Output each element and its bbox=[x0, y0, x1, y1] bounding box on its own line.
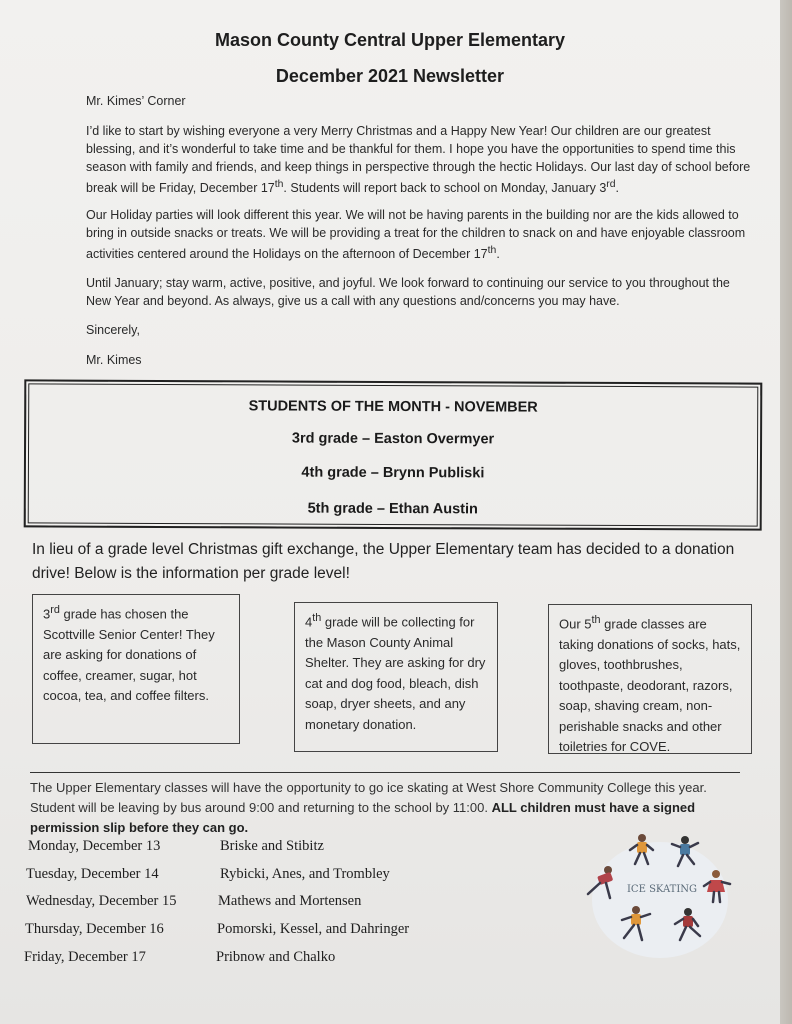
schedule-day-monday: Monday, December 13 bbox=[28, 838, 161, 854]
paper-edge bbox=[780, 0, 792, 1024]
grade3-student: 3rd grade – Easton Overmyer bbox=[291, 430, 495, 448]
students-of-month-title: STUDENTS OF THE MONTH - NOVEMBER bbox=[248, 398, 538, 416]
grade4-student: 4th grade – Brynn Publiski bbox=[301, 464, 485, 482]
ice-skating-illustration bbox=[580, 828, 740, 968]
grade5-donation-box: Our 5th grade classes are taking donations of socks, hats, gloves, toothbrushes, toothpaste, deodorant, razors, soap, shaving cream, non-perishable snacks and other toiletries for COVE. bbox=[548, 604, 752, 754]
donation-intro: In lieu of a grade level Christmas gift exchange, the Upper Elementary team has decided to a donation drive! Below is the information per grade level! bbox=[32, 541, 735, 582]
schedule-day-tuesday: Tuesday, December 14 bbox=[26, 866, 159, 882]
students-of-month-box bbox=[24, 379, 763, 530]
schedule-day-friday: Friday, December 17 bbox=[24, 949, 146, 965]
grade3-donation-box: 3rd grade has chosen the Scottville Senior Center! They are asking for donations of coffee, creamer, sugar, hot cocoa, tea, and coffee filters. bbox=[32, 594, 240, 744]
schedule-names-monday: Briske and Stibitz bbox=[220, 838, 324, 854]
ice-skating-info: The Upper Elementary classes will have the opportunity to go ice skating at West Shore Community College this year. Student will be leaving by bus around 9:00 and returning to the school by 11:00. ALL children must have a signed permission slip before they can go. bbox=[30, 780, 707, 835]
grade4-donation-box: 4th grade will be collecting for the Mason County Animal Shelter. They are asking for dry cat and dog food, bleach, dish soap, dryer sheets, and any monetary donation. bbox=[294, 602, 498, 752]
letter-paragraph-3: Until January; stay warm, active, positive, and joyful. We look forward to continuing our service to you throughout the New Year and beyond. As always, give us a call with any questions and/concerns you may have. bbox=[86, 276, 730, 308]
schedule-names-wednesday: Mathews and Mortensen bbox=[218, 893, 362, 909]
newsletter-title: December 2021 Newsletter bbox=[275, 66, 505, 86]
schedule-names-tuesday: Rybicki, Anes, and Trombley bbox=[220, 866, 390, 882]
schedule-day-thursday: Thursday, December 16 bbox=[25, 921, 164, 937]
corner-heading: Mr. Kimes’ Corner bbox=[86, 94, 186, 108]
letter-paragraph-1: I’d like to start by wishing everyone a very Merry Christmas and a Happy New Year! Our children are our greatest blessing, and it’s wonderful to take time and be thankful for them. I hope you have the opportunities to spend time this season with family and friends, and keep things in perspective through the hectic Holidays. Our last day of school before break will be Friday, December 17th. Students will report back to school on Monday, January 3rd. bbox=[86, 124, 751, 196]
school-title: Mason County Central Upper Elementary bbox=[214, 30, 566, 50]
ice-skating-caption: ICE SKATING bbox=[626, 884, 698, 895]
schedule-day-wednesday: Wednesday, December 15 bbox=[26, 893, 177, 909]
schedule-names-friday: Pribnow and Chalko bbox=[216, 949, 336, 965]
letter-paragraph-2: Our Holiday parties will look different this year. We will not be having parents in the building nor are the kids allowed to bring in outside snacks or treats. We will be providing a treat for the children to snack on and have enjoyable classroom activities centered around the Holidays on the afternoon of December 17th. bbox=[86, 208, 746, 262]
schedule-names-thursday: Pomorski, Kessel, and Dahringer bbox=[217, 921, 410, 937]
letter-signature: Mr. Kimes bbox=[86, 353, 142, 367]
grade5-student: 5th grade – Ethan Austin bbox=[307, 500, 478, 518]
section-divider bbox=[30, 772, 740, 773]
letter-closing: Sincerely, bbox=[86, 323, 140, 337]
